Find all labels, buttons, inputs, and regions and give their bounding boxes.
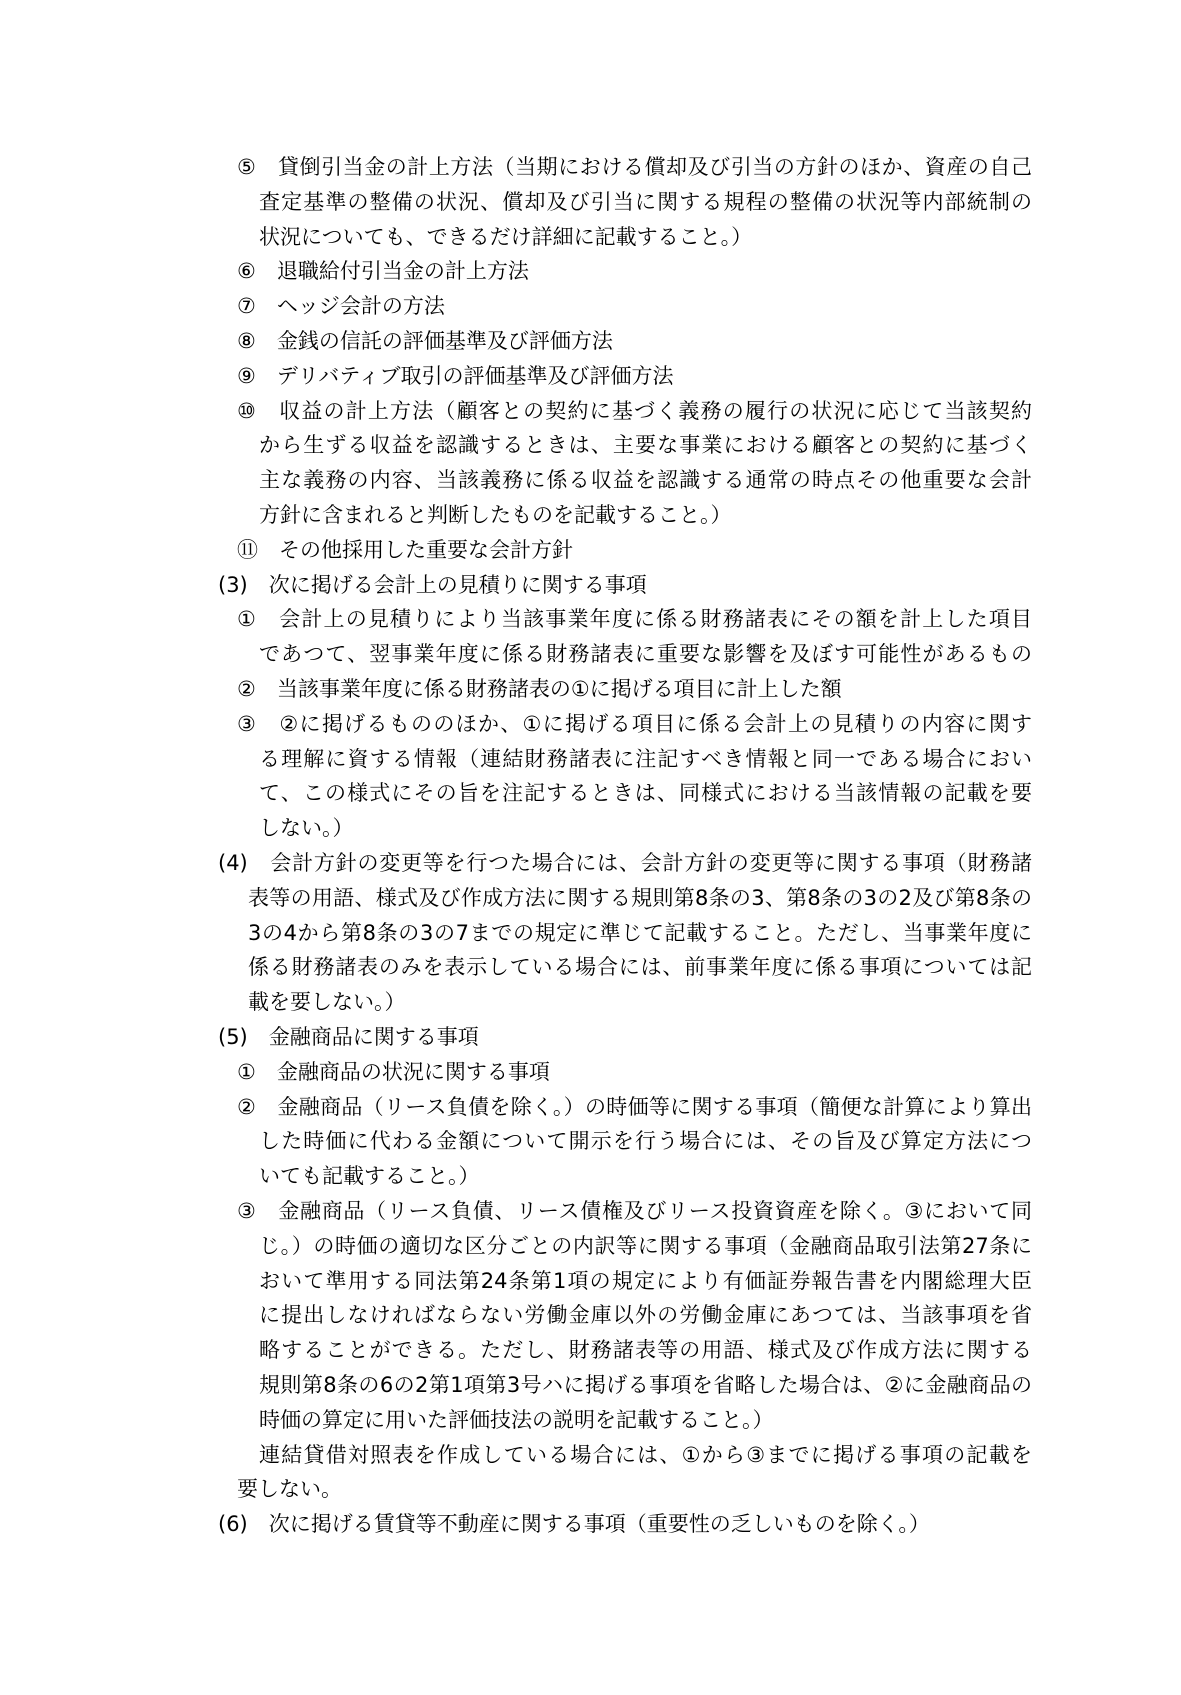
text-line: であつて、翌事業年度に係る財務諸表に重要な影響を及ぼす可能性があるもの — [259, 642, 1032, 667]
text-line: ⑦ ヘッジ会計の方法 — [237, 294, 445, 319]
text-line: おいて準用する同法第24条第1項の規定により有価証券報告書を内閣総理大臣 — [259, 1268, 1032, 1293]
text-line: ⑧ 金銭の信託の評価基準及び評価方法 — [237, 329, 613, 353]
text-line: いても記載すること。） — [259, 1164, 480, 1189]
text-line: て、この様式にその旨を注記するときは、同様式における当該情報の記載を要 — [259, 781, 1032, 806]
text-line: じ。）の時価の適切な区分ごとの内訳等に関する事項（金融商品取引法第27条に — [259, 1233, 1032, 1258]
text-line: ⑨ デリバティブ取引の評価基準及び評価方法 — [237, 363, 674, 388]
text-line: ② 金融商品（リース負債を除く。）の時価等に関する事項（簡便な計算により算出 — [237, 1094, 1032, 1119]
text-line: (4) 会計方針の変更等を行つた場合には、会計方針の変更等に関する事項（財務諸 — [218, 851, 1032, 875]
text-line: 方針に含まれると判断したものを記載すること。） — [259, 503, 732, 527]
text-line: ⑥ 退職給付引当金の計上方法 — [237, 259, 529, 284]
text-line: 載を要しない。） — [248, 990, 406, 1015]
text-line: しない。） — [259, 816, 354, 841]
text-line: に提出しなければならない労働金庫以外の労働金庫にあつては、当該事項を省 — [259, 1303, 1032, 1328]
text-line: ⑪ その他採用した重要な会計方針 — [237, 537, 573, 562]
text-line: 時価の算定に用いた評価技法の説明を記載すること。） — [259, 1407, 774, 1432]
text-line: ① 会計上の見積りにより当該事業年度に係る財務諸表にその額を計上した項目 — [237, 607, 1032, 632]
text-line: ② 当該事業年度に係る財務諸表の①に掲げる項目に計上した額 — [237, 677, 842, 701]
text-line: 要しない。 — [237, 1477, 342, 1502]
text-line: 表等の用語、様式及び作成方法に関する規則第8条の3、第8条の3の2及び第8条の — [248, 885, 1032, 910]
text-line: 規則第8条の6の2第1項第3号ハに掲げる事項を省略した場合は、②に金融商品の — [259, 1373, 1032, 1397]
text-line: る理解に資する情報（連結財務諸表に注記すべき情報と同一である場合におい — [259, 746, 1032, 771]
text-line: ③ ②に掲げるもののほか、①に掲げる項目に係る会計上の見積りの内容に関す — [237, 711, 1032, 736]
text-line: から生ずる収益を認識するときは、主要な事業における顧客との契約に基づく — [259, 433, 1032, 458]
text-line: (5) 金融商品に関する事項 — [218, 1025, 479, 1049]
text-line: ① 金融商品の状況に関する事項 — [237, 1059, 550, 1084]
text-line: 連結貸借対照表を作成している場合には、①から③までに掲げる事項の記載を — [259, 1442, 1032, 1467]
text-line: 状況についても、できるだけ詳細に記載すること。） — [259, 224, 753, 249]
text-line: ③ 金融商品（リース負債、リース債権及びリース投資資産を除く。③において同 — [237, 1199, 1032, 1223]
text-line: 査定基準の整備の状況、償却及び引当に関する規程の整備の状況等内部統制の — [259, 189, 1032, 214]
text-line: 主な義務の内容、当該義務に係る収益を認識する通常の時点その他重要な会計 — [259, 468, 1032, 493]
text-line: 3の4から第8条の3の7までの規定に準じて記載すること。ただし、当事業年度に — [248, 920, 1032, 945]
text-line: ⑩ 収益の計上方法（顧客との契約に基づく義務の履行の状況に応じて当該契約 — [237, 398, 1032, 423]
text-line: (6) 次に掲げる賃貸等不動産に関する事項（重要性の乏しいものを除く。） — [218, 1512, 930, 1537]
text-line: 略することができる。ただし、財務諸表等の用語、様式及び作成方法に関する — [259, 1338, 1032, 1363]
text-line: ⑤ 貸倒引当金の計上方法（当期における償却及び引当の方針のほか、資産の自己 — [237, 155, 1032, 179]
text-line: した時価に代わる金額について開示を行う場合には、その旨及び算定方法につ — [259, 1129, 1032, 1154]
text-line: (3) 次に掲げる会計上の見積りに関する事項 — [218, 572, 647, 597]
text-line: 係る財務諸表のみを表示している場合には、前事業年度に係る事項については記 — [248, 955, 1032, 980]
